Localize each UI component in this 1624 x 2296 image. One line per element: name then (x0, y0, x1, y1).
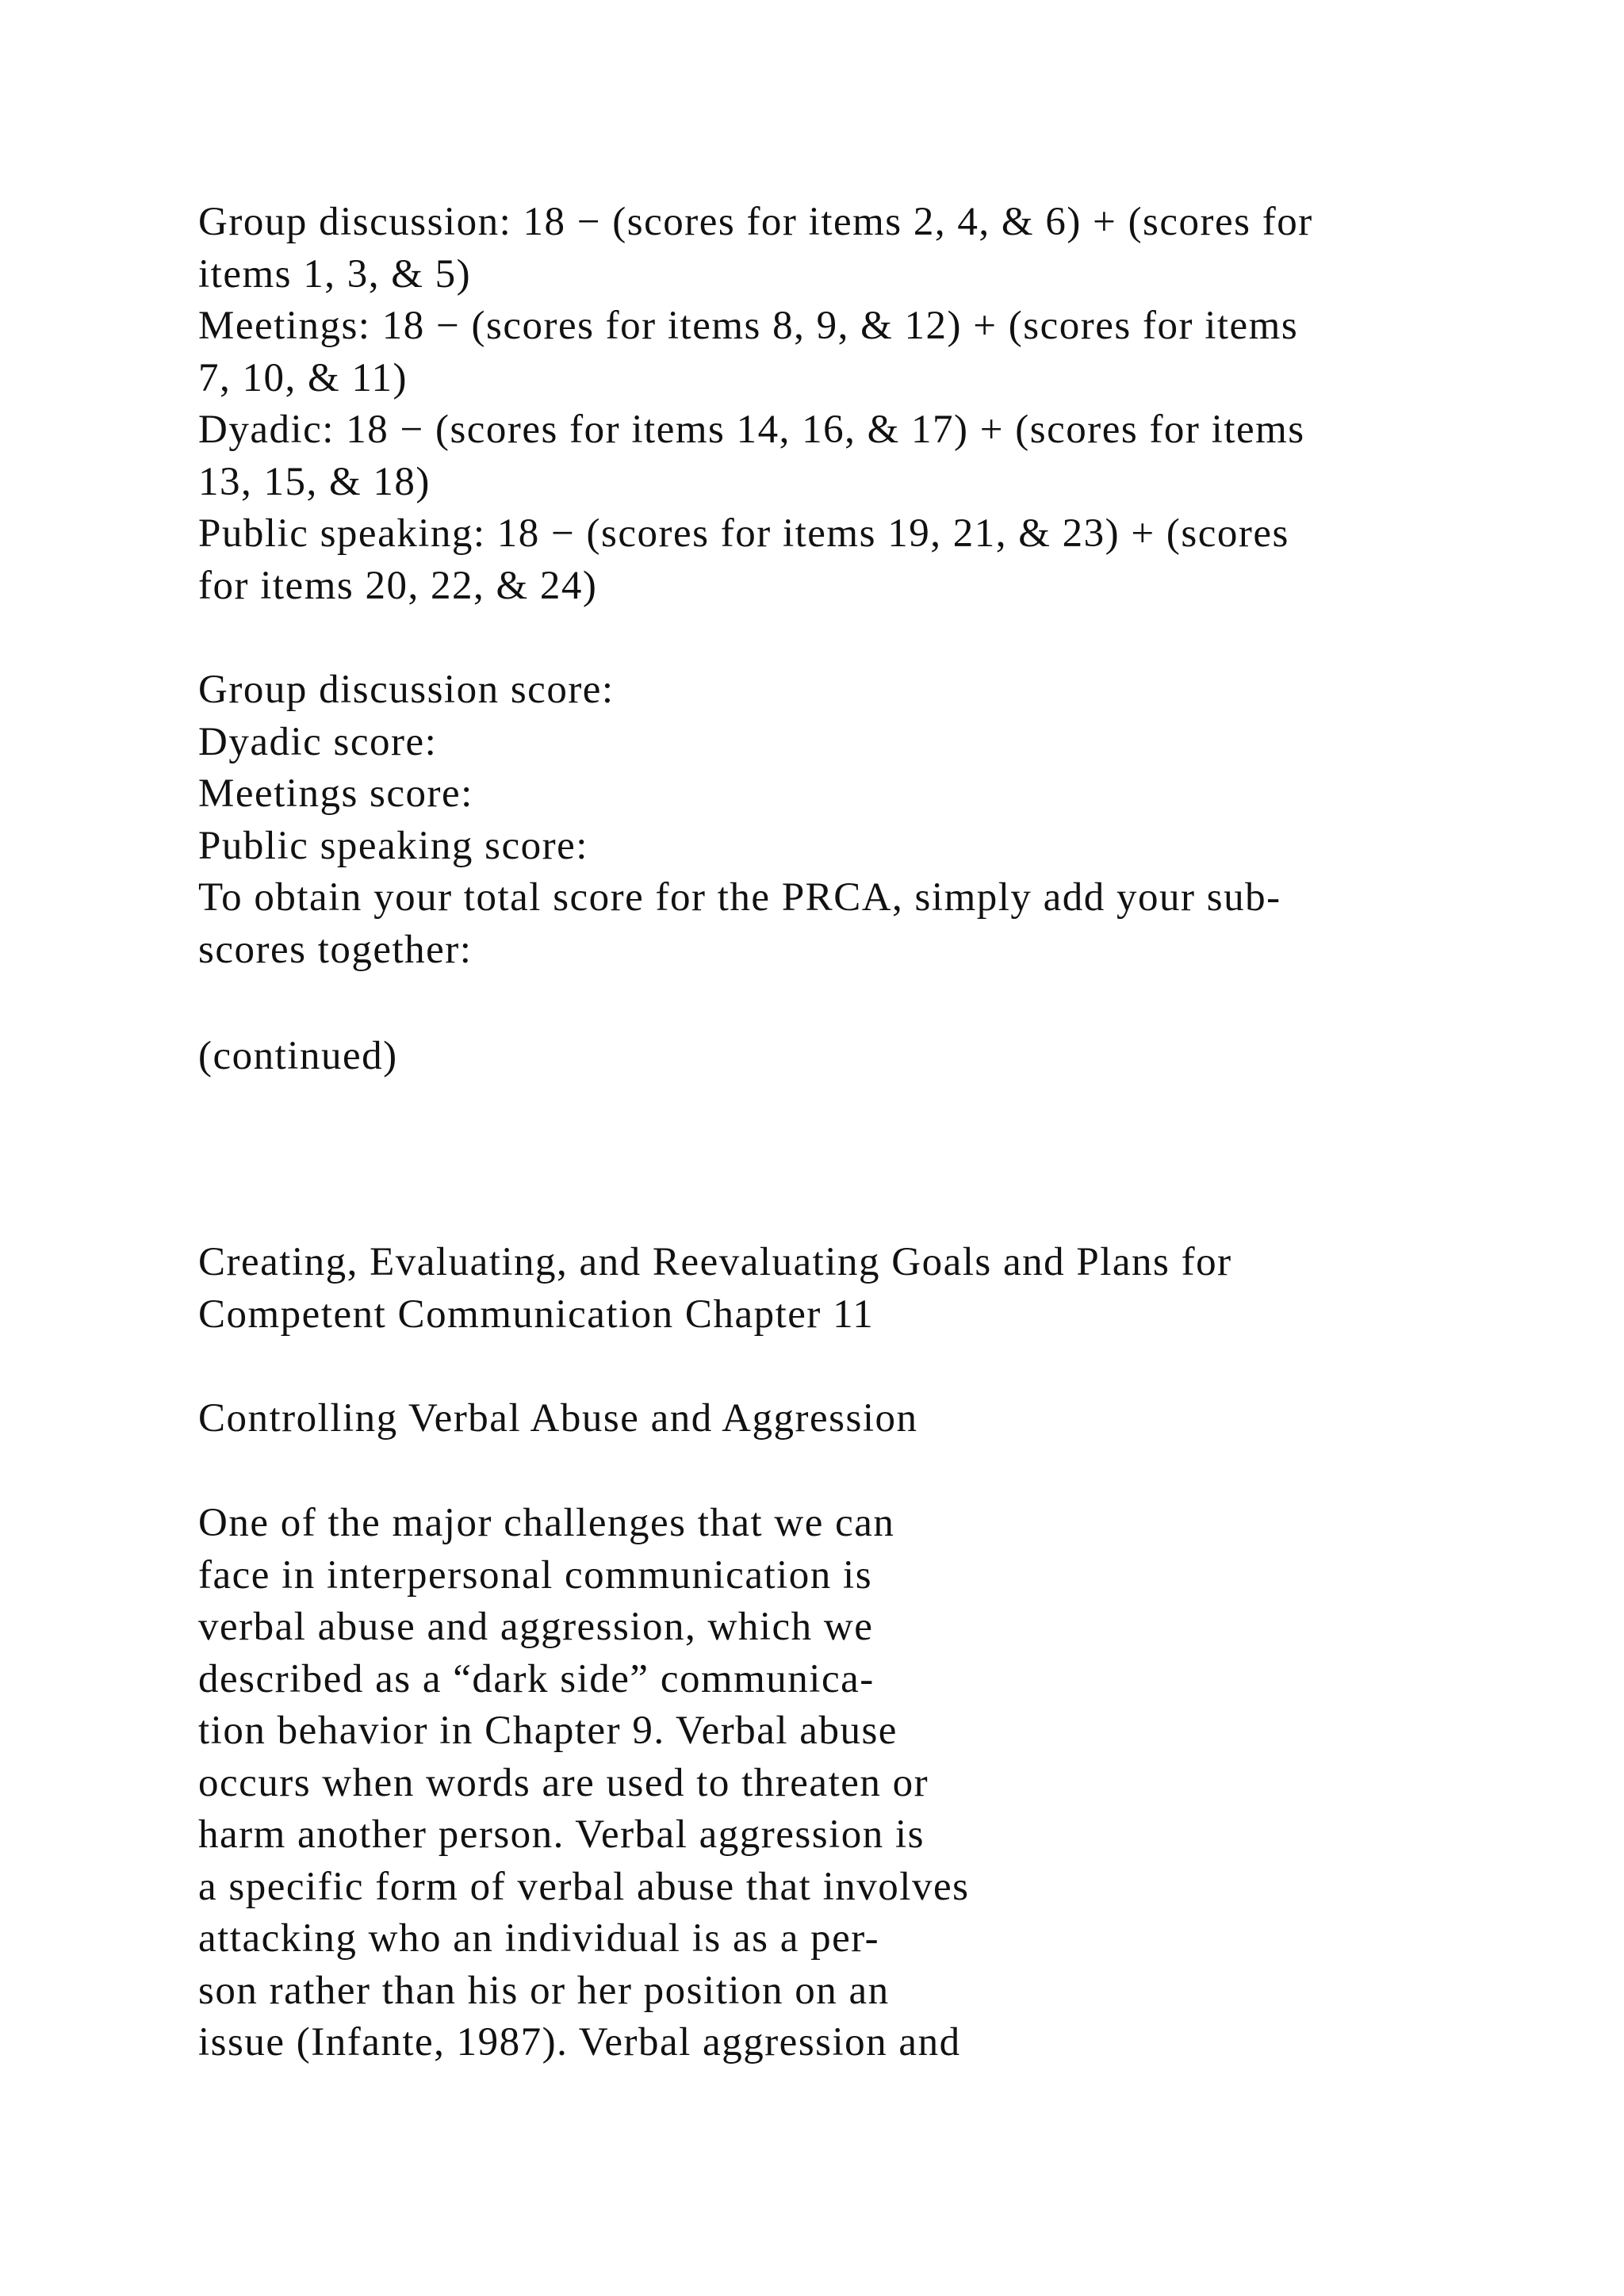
formula-line: Meetings: 18 − (scores for items 8, 9, & 12) + (scores for items (198, 304, 1299, 348)
total-score-instruction: scores together: (198, 927, 473, 972)
group-discussion-score-label: Group discussion score: (198, 668, 615, 712)
paragraph-line: tion behavior in Chapter 9. Verbal abuse (198, 1709, 898, 1753)
body-paragraph (198, 1498, 969, 2069)
continued-label: (continued) (198, 1034, 398, 1078)
formula-line: Public speaking: 18 − (scores for items 19, 21, & 23) + (scores (198, 511, 1289, 556)
total-score-instruction: To obtain your total score for the PRCA, simply add your sub- (198, 875, 1281, 920)
section-title: Controlling Verbal Abuse and Aggression (198, 1396, 918, 1441)
formula-line: Dyadic: 18 − (scores for items 14, 16, & 17) + (scores for items (198, 408, 1305, 452)
paragraph-line: face in interpersonal communication is (198, 1552, 873, 1598)
formula-line: items 1, 3, & 5) (198, 251, 472, 297)
running-head-line: Creating, Evaluating, and Reevaluating Goals and Plans for (198, 1240, 1232, 1284)
formula-line: for items 20, 22, & 24) (198, 563, 598, 608)
paragraph-line: harm another person. Verbal aggression is (198, 1812, 925, 1857)
paragraph-line: occurs when words are used to threaten or (198, 1760, 929, 1805)
running-head-line: Competent Communication Chapter 11 (198, 1292, 875, 1337)
formula-line: 13, 15, & 18) (198, 459, 431, 504)
continued-note (198, 1031, 398, 1083)
meetings-score-label: Meetings score: (198, 771, 473, 816)
formula-line: Group discussion: 18 − (scores for items 2, 4, & 6) + (scores for (198, 200, 1313, 244)
paragraph-line: described as a “dark side” communica- (198, 1656, 875, 1701)
paragraph-line: verbal abuse and aggression, which we (198, 1605, 874, 1649)
formula-line: 7, 10, & 11) (198, 355, 408, 400)
paragraph-line: issue (Infante, 1987). Verbal aggression and (198, 2020, 961, 2064)
paragraph-line: attacking who an individual is as a per- (198, 1916, 880, 1961)
scoring-formulas (198, 197, 1313, 612)
paragraph-line: a specific form of verbal abuse that involves (198, 1864, 970, 1909)
section-heading (198, 1393, 918, 1445)
running-head (198, 1237, 1232, 1341)
public-speaking-score-label: Public speaking score: (198, 823, 588, 868)
paragraph-line: One of the major challenges that we can (198, 1501, 895, 1545)
score-fields (198, 664, 1281, 976)
dyadic-score-label: Dyadic score: (198, 719, 438, 764)
paragraph-line: son rather than his or her position on an (198, 1968, 890, 2013)
